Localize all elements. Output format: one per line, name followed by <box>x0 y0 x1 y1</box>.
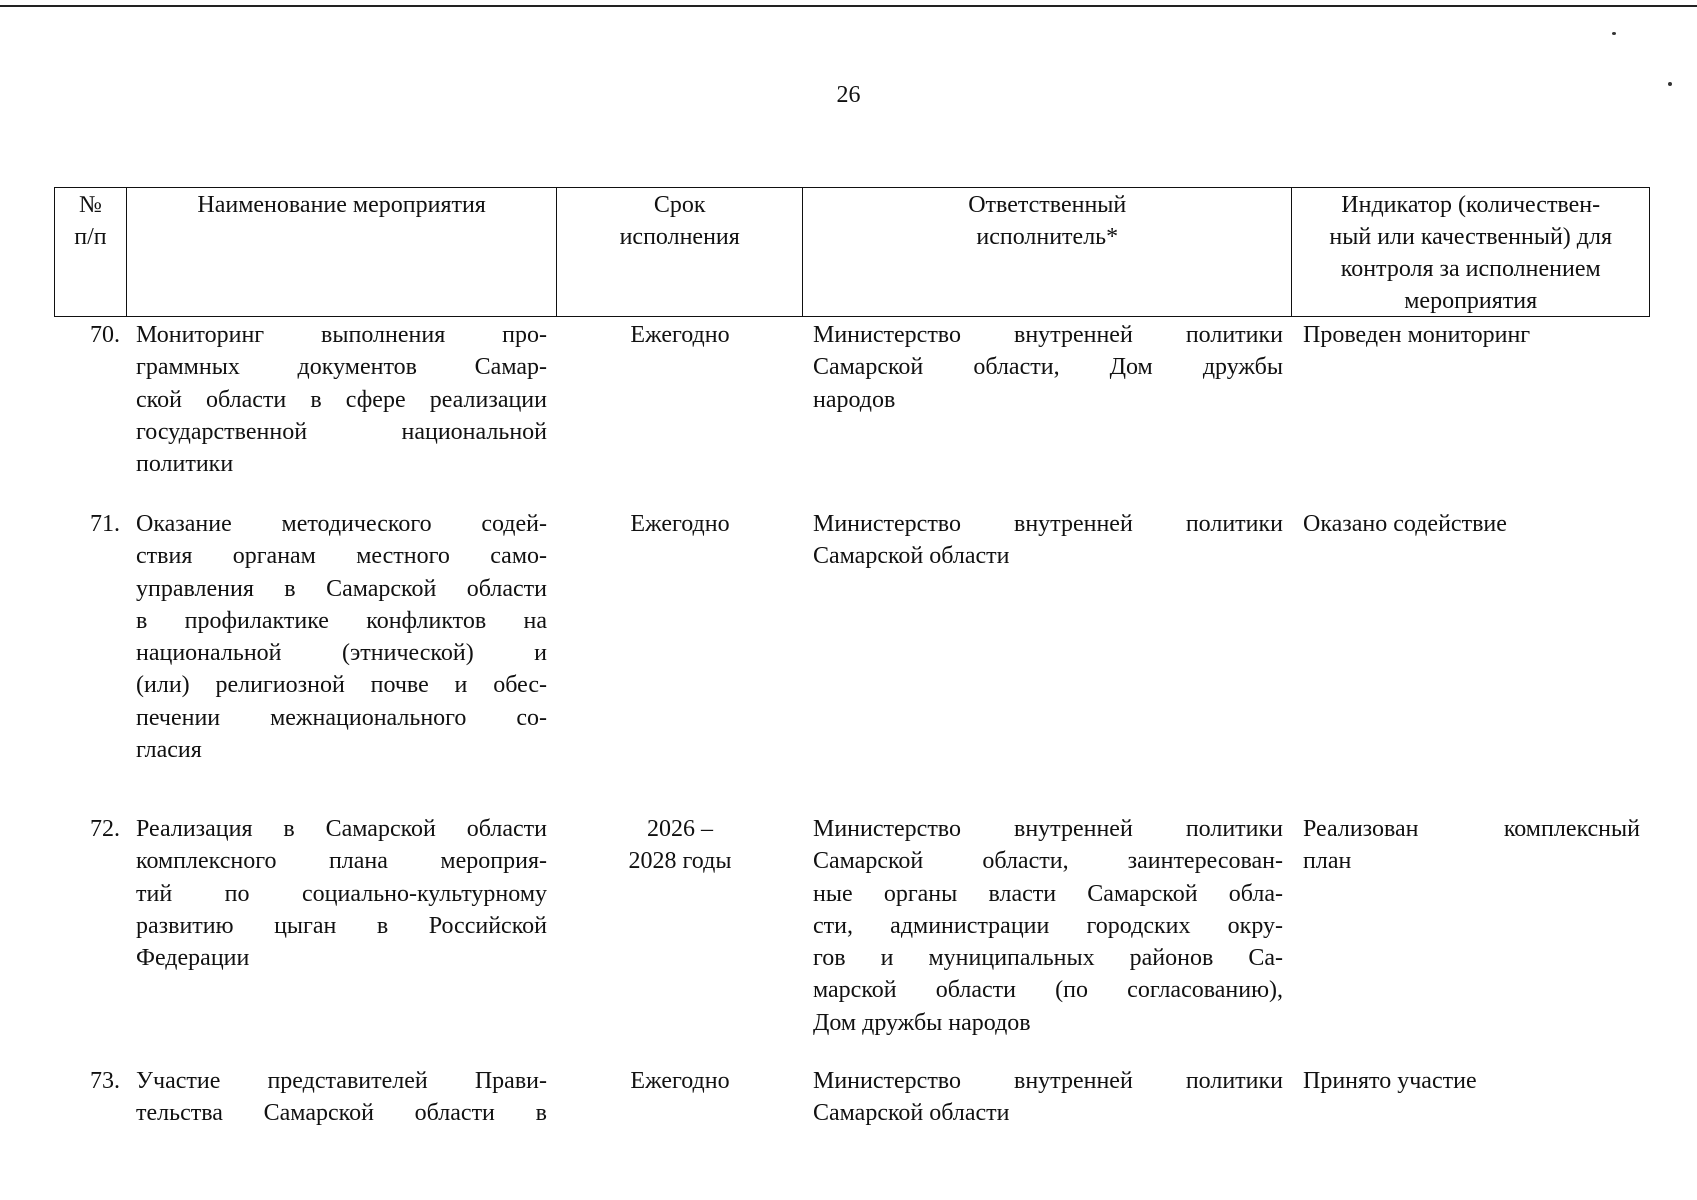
cell-line: Министерство внутренней политики <box>813 816 1283 842</box>
cell-line: Реализован комплексный <box>1303 816 1640 842</box>
cell-line: Самарской области <box>813 543 1010 570</box>
table-row <box>54 319 1650 508</box>
table-row <box>54 1065 1650 1155</box>
responsible-cell <box>803 1065 1293 1155</box>
event-name-cell <box>126 508 557 813</box>
header-line: Ответственный <box>968 192 1127 218</box>
cell-line: гов и муниципальных районов Са- <box>813 945 1283 972</box>
indicator-cell <box>1293 508 1650 813</box>
table-header <box>54 187 1650 317</box>
deadline-cell <box>557 508 803 813</box>
cell-line: Проведен мониторинг <box>1303 322 1531 348</box>
cell-line: граммных документов Самар- <box>136 354 547 381</box>
event-name-cell <box>126 319 557 508</box>
cell-line: Самарской области, заинтересован- <box>813 848 1283 875</box>
header-line: ный или качественный) для <box>1329 224 1613 250</box>
cell-line: политики <box>136 451 234 478</box>
cell-line: план <box>1303 848 1352 875</box>
cell-line: тий по социально-культурному <box>136 880 547 907</box>
responsible-cell <box>803 813 1293 1065</box>
scan-speck <box>1612 32 1616 35</box>
cell-line: ствия органам местного само- <box>136 543 547 570</box>
cell-line: марской области (по согласованию), <box>813 977 1283 1004</box>
cell-line: Принято участие <box>1303 1068 1477 1094</box>
cell-line: Ежегодно <box>630 322 730 348</box>
row-number: 73. <box>90 1068 120 1094</box>
cell-line: Самарской области <box>813 1100 1010 1127</box>
header-line: п/п <box>74 224 107 250</box>
row-number: 72. <box>90 816 120 842</box>
cell-line: Федерации <box>136 945 250 972</box>
cell-line: Дом дружбы народов <box>813 1009 1031 1036</box>
row-number: 71. <box>90 511 120 537</box>
event-name-cell <box>126 813 557 1065</box>
cell-line: в профилактике конфликтов на <box>136 607 547 634</box>
deadline-cell <box>557 813 803 1065</box>
cell-line: Министерство внутренней политики <box>813 511 1283 537</box>
cell-line: сти, администрации городских окру- <box>813 912 1283 939</box>
header-line: Срок <box>653 192 706 218</box>
cell-line: развитию цыган в Российской <box>136 912 547 939</box>
cell-line: комплексного плана мероприя- <box>136 848 547 875</box>
cell-line: тельства Самарской области в <box>136 1100 547 1127</box>
header-indicator <box>1292 188 1649 316</box>
cell-line: Самарской области, Дом дружбы <box>813 354 1283 381</box>
table-row <box>54 508 1650 813</box>
indicator-cell <box>1293 319 1650 508</box>
table-row <box>54 813 1650 1065</box>
header-event-name <box>127 188 557 316</box>
cell-line: Реализация в Самарской области <box>136 816 547 842</box>
cell-line: гласия <box>136 737 202 764</box>
header-line: исполнения <box>619 224 740 250</box>
top-rule <box>0 5 1697 7</box>
indicator-cell <box>1293 1065 1650 1155</box>
header-line: № <box>79 192 102 218</box>
header-line: исполнитель* <box>976 224 1119 250</box>
deadline-cell <box>557 319 803 508</box>
cell-line: народов <box>813 386 896 413</box>
cell-line: Оказано содействие <box>1303 511 1507 537</box>
header-line: мероприятия <box>1404 288 1538 314</box>
indicator-cell <box>1293 813 1650 1065</box>
header-line: Наименование мероприятия <box>197 192 486 218</box>
header-line: контроля за исполнением <box>1340 256 1601 282</box>
cell-line: Министерство внутренней политики <box>813 1068 1283 1094</box>
cell-line: печении межнационального со- <box>136 704 547 731</box>
header-responsible <box>803 188 1292 316</box>
table-body <box>54 319 1650 1155</box>
cell-line: 2026 – <box>647 816 713 842</box>
cell-line: Министерство внутренней политики <box>813 322 1283 348</box>
cell-line: ные органы власти Самарской обла- <box>813 880 1283 907</box>
page-number: 26 <box>836 82 861 108</box>
header-line: Индикатор (количествен- <box>1341 192 1601 218</box>
cell-line: Ежегодно <box>630 1068 730 1094</box>
deadline-cell <box>557 1065 803 1155</box>
cell-line: управления в Самарской области <box>136 575 547 602</box>
cell-line: государственной национальной <box>136 418 547 445</box>
cell-line: национальной (этнической) и <box>136 640 547 667</box>
cell-line: Участие представителей Прави- <box>136 1068 547 1094</box>
event-name-cell <box>126 1065 557 1155</box>
header-deadline <box>557 188 803 316</box>
cell-line: Оказание методического содей- <box>136 511 547 537</box>
cell-line: 2028 годы <box>628 848 732 875</box>
header-number <box>55 188 127 316</box>
cell-line: Ежегодно <box>630 511 730 537</box>
responsible-cell <box>803 319 1293 508</box>
cell-line: ской области в сфере реализации <box>136 386 547 413</box>
cell-line: (или) религиозной почве и обес- <box>136 672 547 699</box>
cell-line: Мониторинг выполнения про- <box>136 322 547 348</box>
responsible-cell <box>803 508 1293 813</box>
row-number: 70. <box>90 322 120 348</box>
